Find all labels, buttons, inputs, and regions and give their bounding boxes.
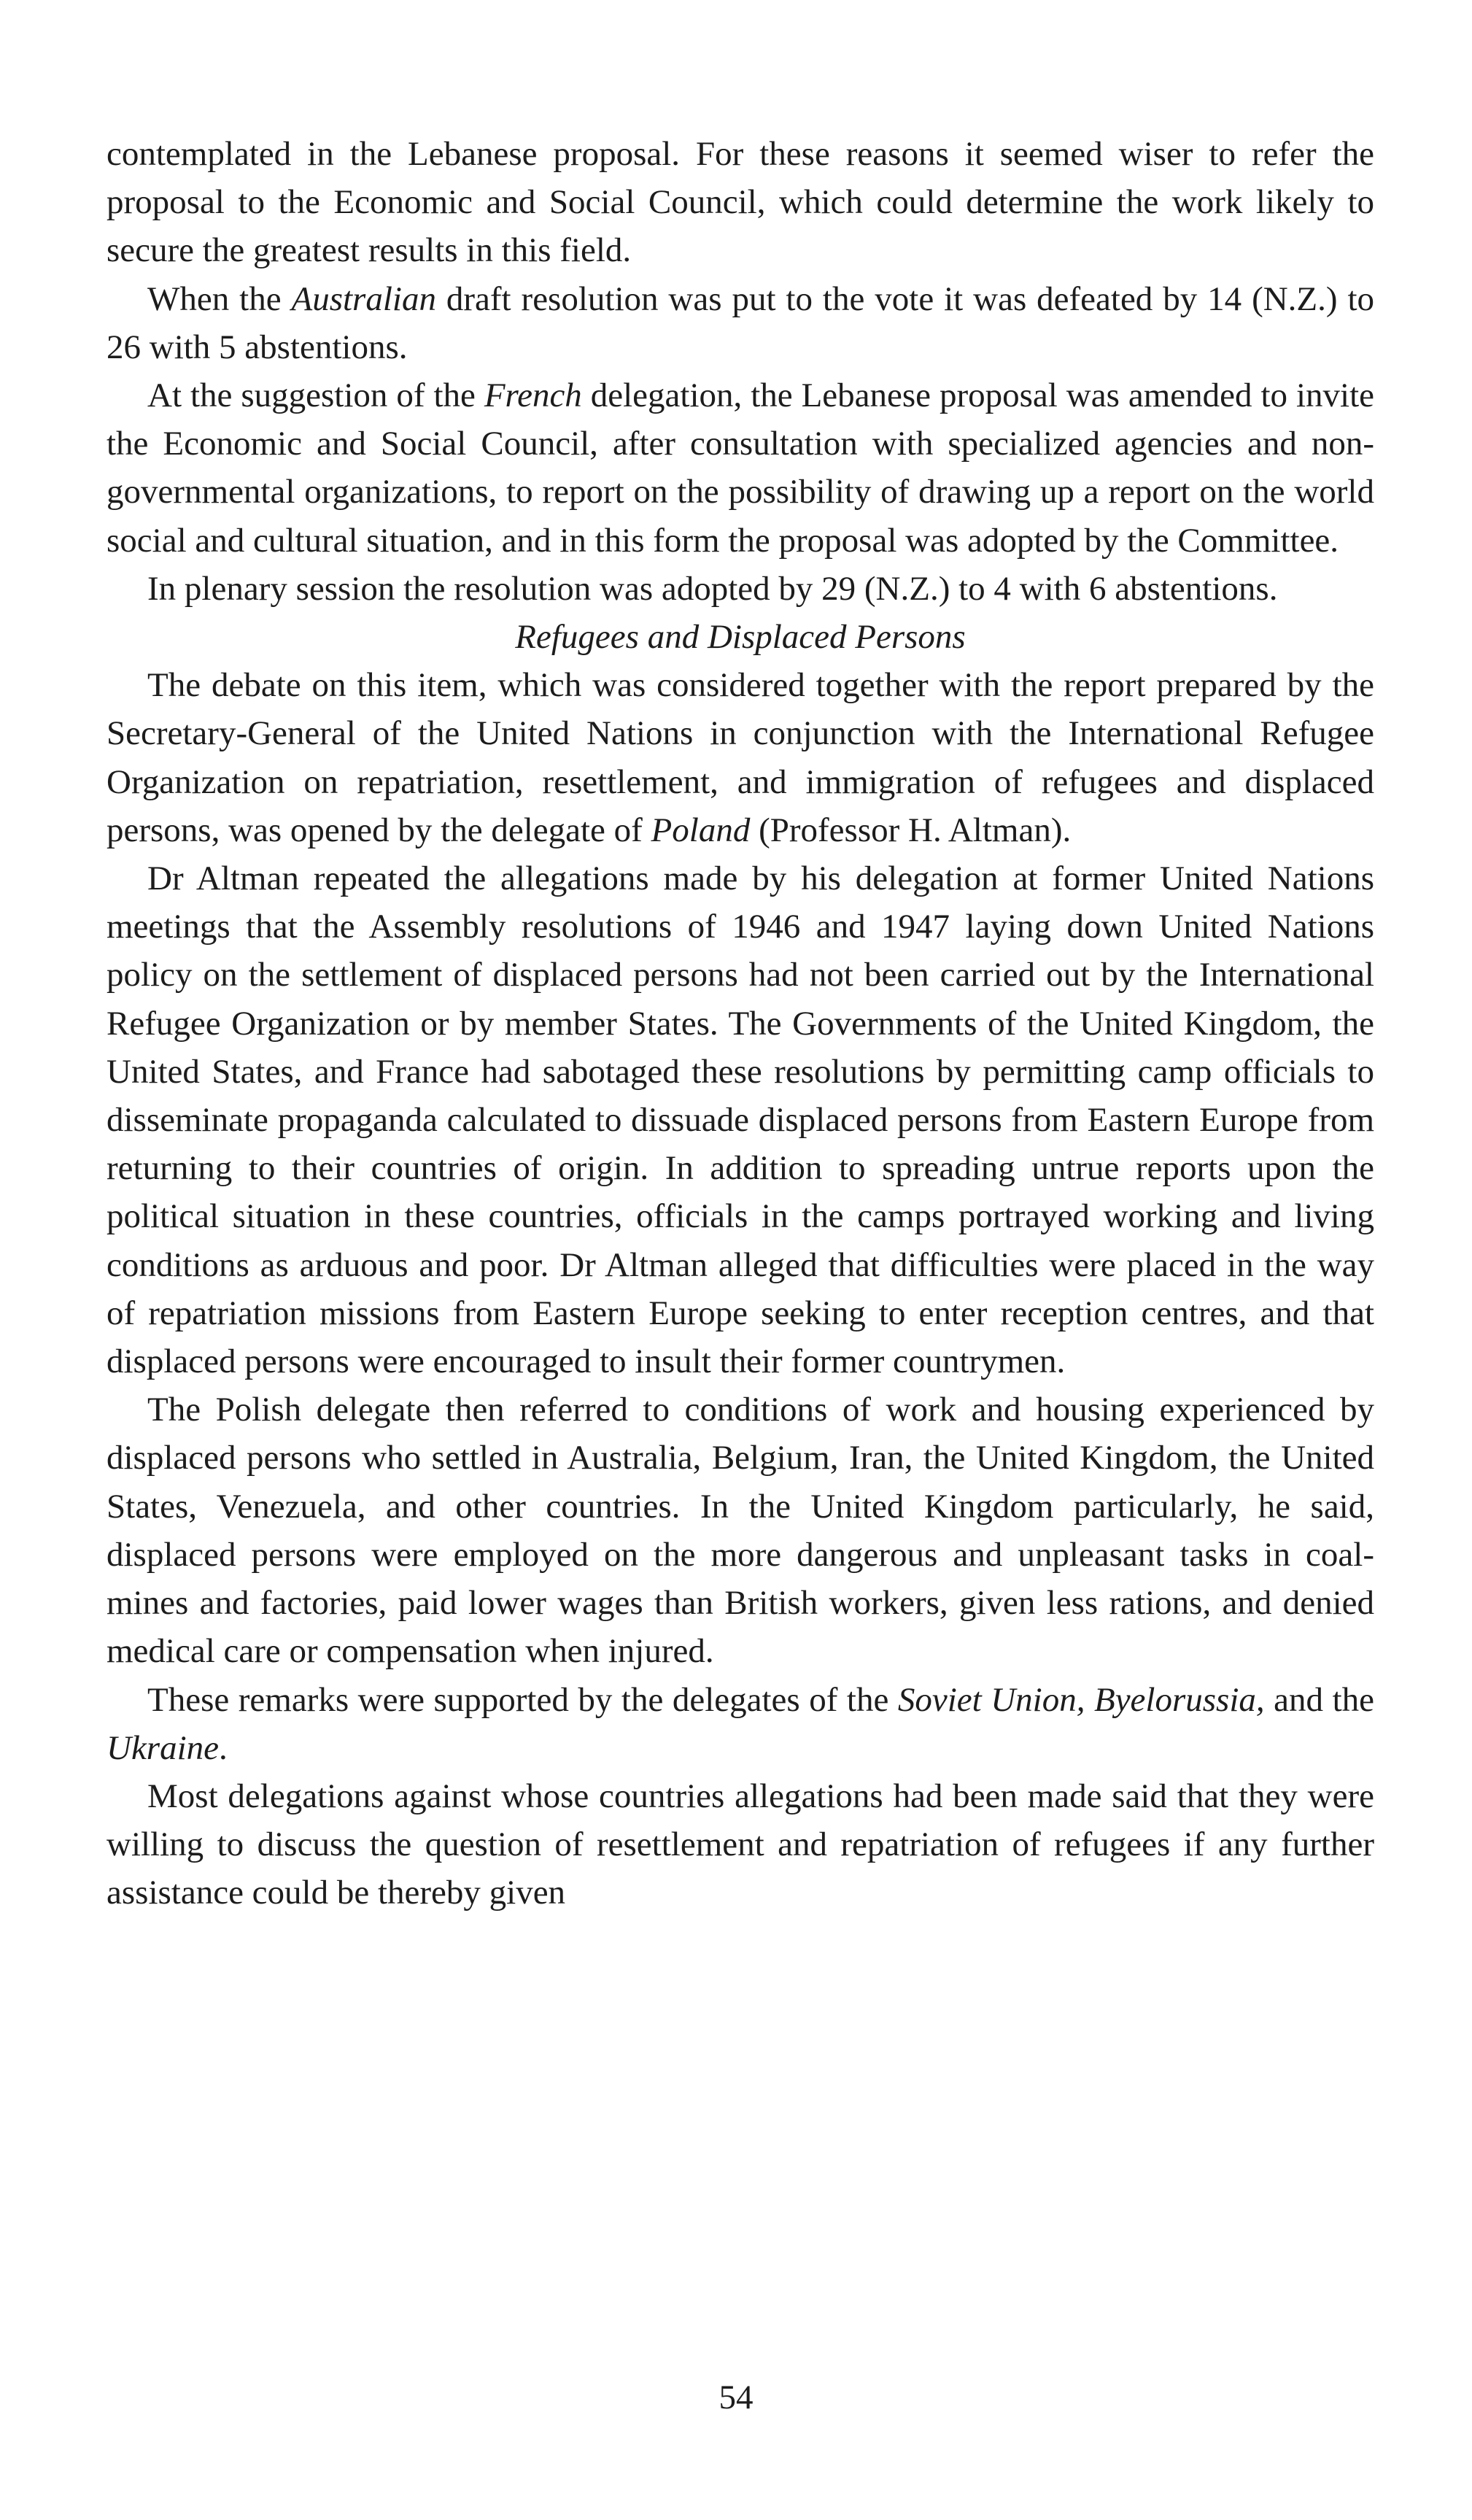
section-heading-text: Refugees and Displaced Persons (515, 618, 966, 657)
text-run: The Polish delegate then referred to conditions of work and housing experienced by displaced persons who settled in Australia, Belgium, Iran, the United Kingdom, the United States, Venezuela, and other countries. In the United Kingdom particularly, he said, displaced persons were employed on the more dangerous and unpleasant tasks in coal-mines and factories, paid lower wages than British workers, given less rations, and denied medical care or compensation when injured. (106, 1391, 1374, 1671)
paragraph-lebanese-proposal-continuation (106, 130, 1374, 275)
country-name: Soviet Union, Byelorussia, (897, 1680, 1265, 1719)
text-run: contemplated in the Lebanese proposal. For these reasons it seemed wiser to refer the proposal to the Economic and Social Council, which could determine the work likely to secure the greatest results in this field. (106, 135, 1374, 270)
text-run: . (219, 1728, 228, 1767)
country-name: French (484, 376, 582, 415)
text-run: delegation, the Lebanese proposal was amended to invite the Economic and Social Council, after consultation with specialized agencies and non-governmental organizations, to report on the possibility of drawing up a report on the world social and cultural situation, and in this form the proposal was adopted by the Committee. (106, 376, 1374, 560)
text-run: These remarks were supported by the delegates of the (147, 1680, 898, 1719)
text-run: The debate on this item, which was considered together with the report prepared by the Secretary-General of the United Nations in conjunction with the International Refugee Organization on repatriation, resettlement, and immigration of refugees and displaced persons, was opened by the delegate of (106, 666, 1374, 849)
page-number: 54 (718, 2378, 754, 2416)
text-run: (Professor H. Altman). (750, 811, 1072, 849)
country-name: Australian (291, 279, 436, 318)
paragraph-altman-allegations (106, 854, 1374, 1385)
text-run: When the (147, 279, 292, 318)
text-run: draft resolution was put to the vote it was defeated by 14 (N.Z.) to 26 with 5 abstentions. (106, 279, 1375, 366)
paragraph-refugee-debate-opening (106, 661, 1374, 854)
text-run: Dr Altman repeated the allegations made by his delegation at former United Nations meetings that the Assembly resolutions of 1946 and 1947 laying down United Nations policy on the settlement of displaced persons had not been carried out by the International Refugee Organization or by member States. The Governments of the United Kingdom, the United States, and France had sabotaged these resolutions by permitting camp officials to disseminate propaganda calculated to dissuade displaced persons from Eastern Europe from returning to their countries of origin. In addition to spreading untrue reports upon the political situation in these countries, officials in the camps portrayed working and living conditions as arduous and poor. Dr Altman alleged that difficulties were placed in the way of repatriation missions from Eastern Europe seeking to enter reception centres, and that displaced persons were encouraged to insult their former countrymen. (106, 859, 1374, 1381)
country-name: Poland (651, 811, 751, 849)
report-page (106, 130, 1374, 1917)
text-run: At the suggestion of the (147, 376, 484, 415)
paragraph-french-amendment (106, 371, 1374, 565)
text-run: In plenary session the resolution was adopted by 29 (N.Z.) to 4 with 6 abstentions. (147, 569, 1278, 608)
paragraph-polish-delegate-conditions (106, 1385, 1374, 1675)
paragraph-supporting-delegates (106, 1676, 1374, 1772)
paragraph-plenary-vote (106, 565, 1374, 613)
section-heading (106, 613, 1374, 661)
text-run: Most delegations against whose countries allegations had been made said that they were willing to discuss the question of resettlement and repatriation of refugees if any further assistance could be thereby given (106, 1777, 1374, 1912)
text-run: and the (1264, 1680, 1374, 1719)
paragraph-australian-resolution (106, 275, 1374, 371)
country-name: Ukraine (106, 1728, 220, 1767)
paragraph-delegations-response (106, 1772, 1374, 1917)
